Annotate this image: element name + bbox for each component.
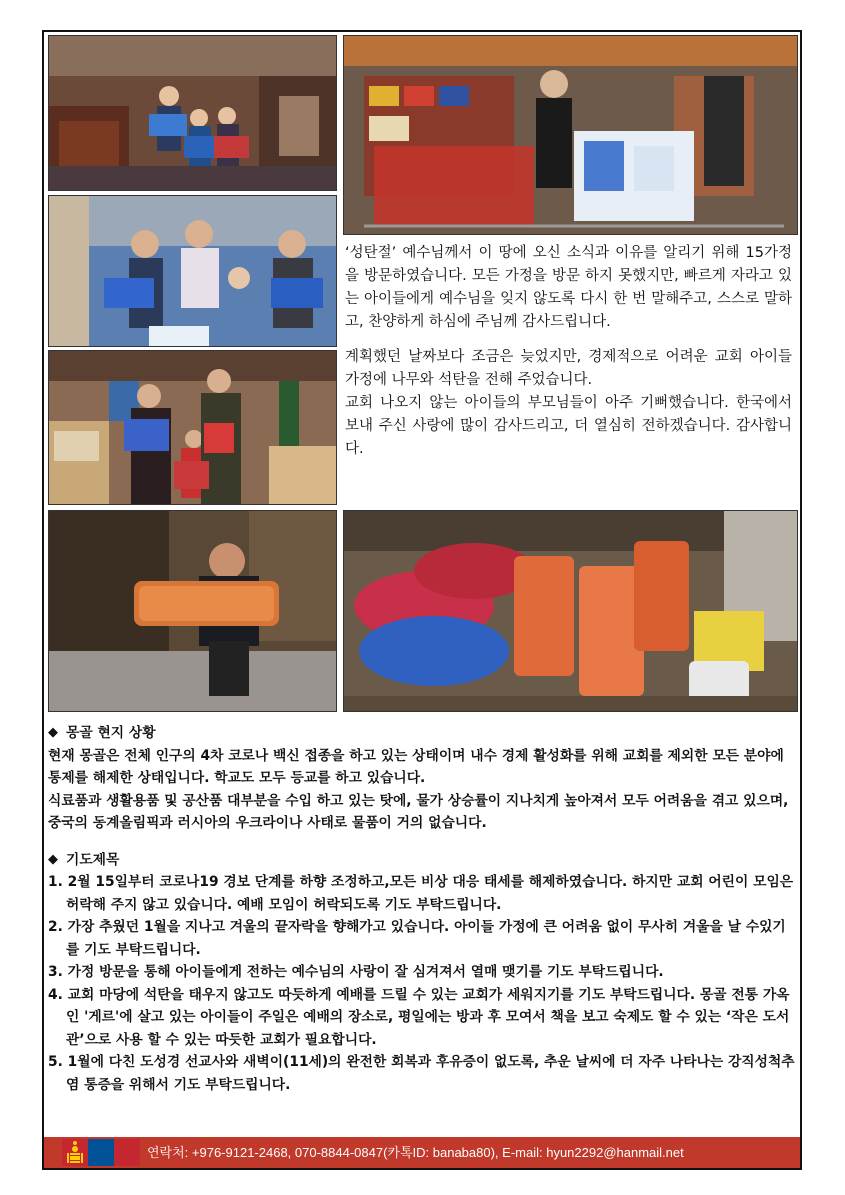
prayer-item: 3. 가정 방문을 통해 아이들에게 전하는 예수님의 사랑이 잘 심겨져서 열매 맺기를 기도 부탁드립니다.: [48, 964, 664, 980]
story-paragraph-2: 계획했던 날짜보다 조금은 늦었지만, 경제적으로 어려운 교회 아이들 가정에 나무와 석탄을 전해 주었습니다.: [345, 349, 792, 388]
photo-boy-firewood: [48, 510, 337, 712]
mongolia-flag-icon: [62, 1139, 140, 1166]
diamond-bullet-icon: ◆: [48, 725, 58, 740]
prayer-heading: [48, 849, 796, 872]
lower-content: [48, 722, 796, 1096]
photo-children-ger: [48, 350, 337, 505]
photo-coal-bags: [343, 510, 798, 712]
prayer-item: 5. 1월에 다친 도성경 선교사와 새벽이(11세)의 완전한 회복과 후유증이 없도록, 추운 날씨에 더 자주 나타나는 강직성척추염 통증을 위해서 기도 부탁드립니다.: [48, 1054, 795, 1093]
photo-shopping-carts: [343, 35, 798, 235]
story-text: [343, 238, 798, 504]
photo-children-gifts: [48, 35, 337, 191]
situation-heading: [48, 722, 796, 745]
prayer-item: 4. 교회 마당에 석탄을 태우지 않고도 따듯하게 예배를 드릴 수 있는 교회가 세워지기를 기도 부탁드립니다. 몽골 전통 가옥인 '게르'에 살고 있는 아이들이 주일은 예배의 장소로, 평일에는 방과 후 모여서 책을 보고 숙제도 할 수 있는 ‘작은 도서관’으로 사용 할 수 있는 따듯한 교회가 필요합니다.: [48, 986, 790, 1048]
photo-family-gifts: [48, 195, 337, 347]
story-paragraph-3: 교회 나오지 않는 아이들의 부모님들이 아주 기뻐했습니다. 한국에서 보내 주신 사랑에 많이 감사드리고, 더 열심히 전하겠습니다. 감사합니다.: [345, 395, 792, 457]
story-paragraph-1: ‘성탄절’ 예수님께서 이 땅에 오신 소식과 이유를 알리기 위해 15가정을 방문하였습니다. 모든 가정을 방문 하지 못했지만, 빠르게 자라고 있는 아이들에게 예수님을 잊지 않도록 다시 한 번 말해주고, 스스로 말하고, 찬양하게 하심에 주님께 감사드립니다.: [345, 245, 792, 330]
situation-paragraph-2: 식료품과 생활용품 및 공산품 대부분을 수입 하고 있는 탓에, 물가 상승률이 지나치게 높아져서 모두 어려움을 겪고 있으며, 중국의 동계올림픽과 러시아의 우크라이나 사태로 물품이 거의 없습니다.: [48, 792, 789, 831]
footer-contact-bar: [44, 1137, 800, 1168]
prayer-heading-text: 기도제목: [66, 851, 120, 868]
diamond-bullet-icon: ◆: [48, 851, 58, 867]
situation-paragraph-1: 현재 몽골은 전체 인구의 4차 코로나 백신 접종을 하고 있는 상태이며 내수 경제 활성화를 위해 교회를 제외한 모든 분야에 통제를 해제한 상태입니다. 학교도 모두 등교를 하고 있습니다.: [48, 747, 784, 786]
prayer-item: 1. 2월 15일부터 코로나19 경보 단계를 하향 조정하고,모든 비상 대응 태세를 해제하였습니다. 하지만 교회 어린이 모임은 허락해 주지 않고 있습니다. 예배 모임이 허락되도록 기도 부탁드립니다.: [48, 874, 794, 913]
contact-text: 연락처: +976-9121-2468, 070-8844-0847(카톡ID: banaba80), E-mail: hyun2292@hanmail.net: [147, 1145, 684, 1160]
prayer-item: 2. 가장 추웠던 1월을 지나고 겨울의 끝자락을 향해가고 있습니다. 아이들 가정에 큰 어려움 없이 무사히 겨울을 날 수있기를 기도 부탁드립니다.: [48, 919, 786, 958]
situation-heading-text: 몽골 현지 상황: [66, 725, 156, 741]
